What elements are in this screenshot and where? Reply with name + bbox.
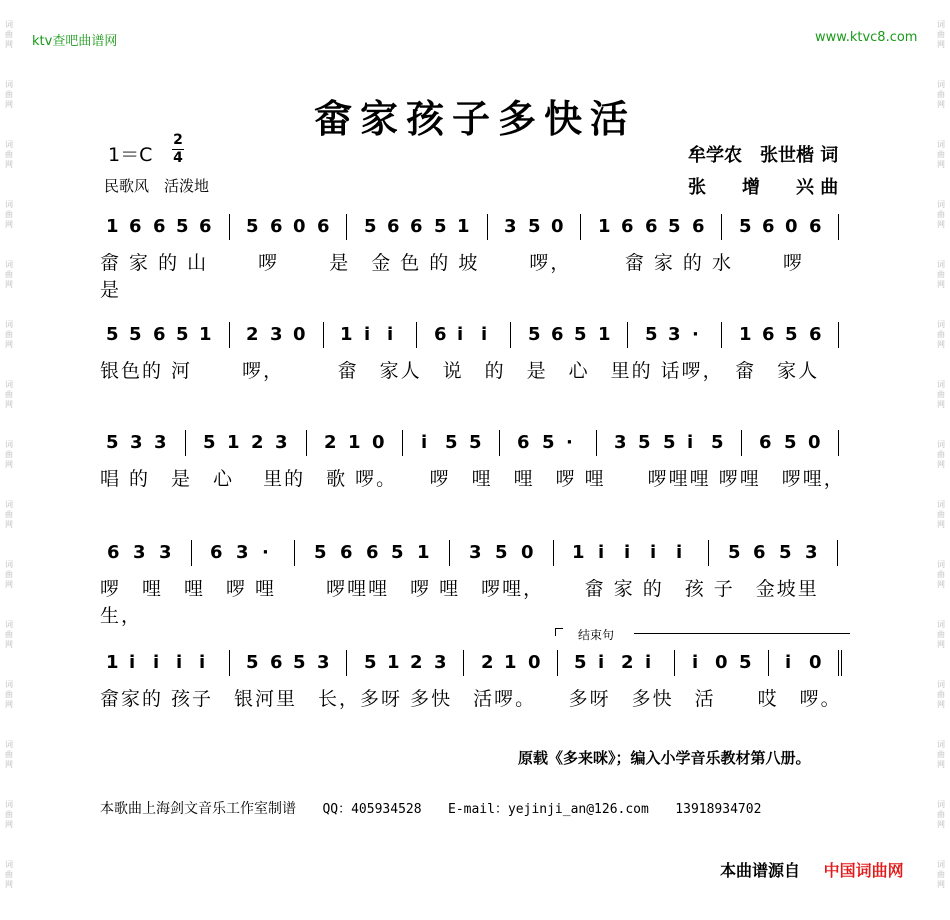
note: 6 [809, 216, 822, 237]
side-watermark-char: 词 [937, 860, 945, 869]
side-watermark-char: 曲 [937, 810, 945, 819]
barline [838, 650, 842, 676]
barline [346, 214, 347, 240]
barline [191, 540, 192, 566]
side-watermark-char: 网 [937, 700, 945, 709]
note: 5 [314, 542, 327, 563]
note: 5 [434, 216, 447, 237]
note: 6 [809, 324, 822, 345]
note: 5 [495, 542, 508, 563]
side-watermark-char: 网 [937, 220, 945, 229]
note: 5 [785, 324, 798, 345]
side-watermark-char: 曲 [5, 150, 13, 159]
barline [185, 430, 186, 456]
note: 0 [293, 216, 306, 237]
note: i [650, 542, 657, 563]
side-watermark-char: 词 [937, 440, 945, 449]
note: 0 [551, 216, 564, 237]
note: 3 [130, 432, 143, 453]
side-watermark-char: 词 [5, 140, 13, 149]
note: i [785, 652, 792, 673]
note: 6 [366, 542, 379, 563]
note: 2 [251, 432, 264, 453]
note: 5 [445, 432, 458, 453]
note: 3 [159, 542, 172, 563]
note: 5 [246, 216, 259, 237]
note: 3 [275, 432, 288, 453]
note: 6 [645, 216, 658, 237]
right-site-watermark: www.ktvc8.com [815, 30, 918, 45]
barline [838, 214, 839, 240]
side-watermark-char: 曲 [937, 390, 945, 399]
note: 5 [638, 432, 651, 453]
side-watermark-char: 网 [937, 160, 945, 169]
note: i [481, 324, 488, 345]
composer-credit: 张 增 兴 曲 [688, 177, 839, 198]
note: 0 [809, 652, 822, 673]
note: 6 [759, 432, 772, 453]
side-watermark-char: 网 [937, 460, 945, 469]
side-watermark-char: 词 [5, 500, 13, 509]
note: 1 [417, 542, 430, 563]
side-watermark-char: 网 [5, 640, 13, 649]
side-watermark-char: 网 [5, 280, 13, 289]
note: 1 [199, 324, 212, 345]
time-bottom: 4 [173, 150, 183, 166]
note: 5 [668, 216, 681, 237]
side-watermark-char: 词 [937, 260, 945, 269]
side-watermark-char: 网 [5, 160, 13, 169]
side-watermark-char: 词 [937, 680, 945, 689]
side-watermark-char: 网 [5, 220, 13, 229]
side-watermark-char: 曲 [937, 750, 945, 759]
lyricist-credit: 牟学农 张世楷 词 [688, 145, 839, 166]
barline [553, 540, 554, 566]
barline [674, 650, 675, 676]
side-watermark-char: 词 [5, 320, 13, 329]
note: 1 [572, 542, 585, 563]
side-watermark-char: 曲 [5, 630, 13, 639]
side-watermark-char: 曲 [937, 570, 945, 579]
note: 1 [598, 324, 611, 345]
note: 6 [692, 216, 705, 237]
note: 2 [481, 652, 494, 673]
side-watermark-char: 网 [937, 340, 945, 349]
note: 0 [528, 652, 541, 673]
note: 3 [469, 542, 482, 563]
side-watermark-char: 词 [5, 20, 13, 29]
side-watermark-char: 曲 [5, 750, 13, 759]
note: 6 [129, 216, 142, 237]
note: 5 [364, 216, 377, 237]
side-watermark-char: 曲 [5, 450, 13, 459]
studio-name: 本歌曲上海剑文音乐工作室制谱 [100, 801, 296, 817]
side-watermark-char: 网 [5, 520, 13, 529]
note: 5 [663, 432, 676, 453]
ending-bracket [555, 628, 563, 636]
side-watermark-char: 网 [937, 820, 945, 829]
notation-line [100, 322, 860, 352]
side-watermark-char: 词 [5, 260, 13, 269]
barline [323, 322, 324, 348]
side-watermark-char: 曲 [5, 90, 13, 99]
note: 5 [711, 432, 724, 453]
note: i [687, 432, 694, 453]
note: i [624, 542, 631, 563]
note: 6 [410, 216, 423, 237]
side-watermark-char: 曲 [5, 210, 13, 219]
note: 5 [469, 432, 482, 453]
note: 1 [340, 324, 353, 345]
lyrics-line: 畲家的 孩子 银河里 长，多呀 多快 活啰。 多呀 多快 活 哎 啰。 [100, 688, 842, 710]
side-watermark-char: 词 [937, 200, 945, 209]
barline [463, 650, 464, 676]
note: 3 [434, 652, 447, 673]
note: 0 [293, 324, 306, 345]
side-watermark-char: 曲 [937, 30, 945, 39]
note: 6 [153, 216, 166, 237]
note: 0 [785, 216, 798, 237]
note: 5 [106, 432, 119, 453]
left-site-watermark: ktv查吧曲谱网 [32, 34, 118, 49]
note: 6 [551, 324, 564, 345]
note: i [421, 432, 428, 453]
note: 3 [805, 542, 818, 563]
note: 3 [236, 542, 249, 563]
side-watermark-char: 曲 [5, 390, 13, 399]
side-watermark-char: 网 [937, 100, 945, 109]
barline [416, 322, 417, 348]
note: 1 [106, 216, 119, 237]
side-watermark-char: 词 [5, 620, 13, 629]
side-watermark-char: 词 [5, 440, 13, 449]
side-watermark-char: 曲 [937, 330, 945, 339]
song-title: 畲家孩子多快活 [313, 96, 636, 141]
note: 0 [808, 432, 821, 453]
lyrics-line: 银色的 河 啰， 畲 家人 说 的 是 心 里的 话啰， 畲 家人 [100, 360, 820, 382]
side-watermark-char: 曲 [937, 510, 945, 519]
barline [229, 214, 230, 240]
note: · [262, 542, 269, 563]
note: 2 [246, 324, 259, 345]
source-site: 中国词曲网 [823, 861, 904, 880]
note: i [676, 542, 683, 563]
studio-email: E-mail：yejinji_an@126.com [448, 802, 649, 817]
notation-line [100, 540, 860, 570]
side-watermark-char: 曲 [937, 450, 945, 459]
left-side-watermark [2, 20, 16, 920]
note: 1 [348, 432, 361, 453]
side-watermark-char: 曲 [5, 30, 13, 39]
note: 6 [107, 542, 120, 563]
barline [708, 540, 709, 566]
side-watermark-char: 网 [937, 40, 945, 49]
side-watermark-char: 词 [937, 800, 945, 809]
barline [499, 430, 500, 456]
side-watermark-char: 词 [5, 860, 13, 869]
publication-footnote: 原载《多来咪》；编入小学音乐教材第八册。 [518, 749, 811, 767]
side-watermark-char: 词 [5, 800, 13, 809]
note: 3 [504, 216, 517, 237]
note: 6 [434, 324, 447, 345]
studio-qq: QQ：405934528 [322, 802, 422, 817]
note: i [153, 652, 160, 673]
side-watermark-char: 词 [937, 20, 945, 29]
side-watermark-char: 词 [937, 560, 945, 569]
side-watermark-char: 网 [937, 520, 945, 529]
ending-label: 结束句 [578, 628, 615, 642]
side-watermark-char: 网 [937, 760, 945, 769]
note: 6 [210, 542, 223, 563]
side-watermark-char: 网 [5, 100, 13, 109]
barline [768, 650, 769, 676]
side-watermark-char: 曲 [937, 90, 945, 99]
time-signature [172, 133, 184, 166]
note: 5 [542, 432, 555, 453]
note: i [387, 324, 394, 345]
note: i [598, 542, 605, 563]
note: 2 [410, 652, 423, 673]
side-watermark-char: 词 [5, 560, 13, 569]
side-watermark-char: 网 [5, 580, 13, 589]
side-watermark-char: 曲 [5, 270, 13, 279]
note: 6 [340, 542, 353, 563]
note: 5 [176, 324, 189, 345]
note: 6 [753, 542, 766, 563]
note: 6 [762, 216, 775, 237]
note: 0 [372, 432, 385, 453]
note: 5 [528, 216, 541, 237]
source-label: 本曲谱源自 [720, 861, 801, 880]
side-watermark-char: 曲 [937, 630, 945, 639]
barline [627, 322, 628, 348]
note: · [566, 432, 573, 453]
note: 5 [528, 324, 541, 345]
note: 5 [779, 542, 792, 563]
note: 1 [457, 216, 470, 237]
note: 2 [324, 432, 337, 453]
side-watermark-char: 曲 [937, 210, 945, 219]
notation-line [100, 650, 860, 680]
note: 5 [645, 324, 658, 345]
lyrics-line: 唱 的 是 心 里的 歌 啰。 啰 哩 哩 啰 哩 啰哩哩 啰哩 啰哩， [100, 468, 845, 490]
side-watermark-char: 网 [5, 460, 13, 469]
notation-line [100, 430, 860, 460]
side-watermark-char: 曲 [5, 510, 13, 519]
side-watermark-char: 词 [5, 200, 13, 209]
barline [346, 650, 347, 676]
lyrics-line: 啰 哩 哩 啰 哩 啰哩哩 啰 哩 啰哩， 畲 家 的 孩 子 金坡里 生， [100, 578, 840, 627]
side-watermark-char: 词 [937, 740, 945, 749]
style-marking: 民歌风 活泼地 [104, 177, 210, 195]
note: 6 [270, 216, 283, 237]
note: 6 [517, 432, 530, 453]
right-side-watermark [934, 20, 948, 920]
note: 5 [293, 652, 306, 673]
note: 3 [614, 432, 627, 453]
side-watermark-char: 网 [5, 820, 13, 829]
note: i [457, 324, 464, 345]
note: 3 [317, 652, 330, 673]
side-watermark-char: 曲 [937, 690, 945, 699]
note: 3 [154, 432, 167, 453]
barline [487, 214, 488, 240]
barline [721, 214, 722, 240]
note: 6 [317, 216, 330, 237]
side-watermark-char: 网 [5, 400, 13, 409]
note: i [598, 652, 605, 673]
studio-line [100, 798, 761, 818]
side-watermark-char: 曲 [5, 690, 13, 699]
side-watermark-char: 词 [937, 380, 945, 389]
studio-phone: 13918934702 [675, 802, 762, 817]
note: 5 [574, 324, 587, 345]
side-watermark-char: 词 [937, 620, 945, 629]
note: 5 [129, 324, 142, 345]
source-line [720, 858, 904, 881]
barline [838, 430, 839, 456]
note: 3 [668, 324, 681, 345]
barline [229, 650, 230, 676]
side-watermark-char: 网 [5, 40, 13, 49]
side-watermark-char: 网 [937, 280, 945, 289]
barline [510, 322, 511, 348]
note: 5 [176, 216, 189, 237]
note: · [692, 324, 699, 345]
note: 3 [270, 324, 283, 345]
note: 1 [106, 652, 119, 673]
barline [596, 430, 597, 456]
note: 5 [739, 652, 752, 673]
notation-line [100, 214, 860, 244]
side-watermark-char: 词 [5, 80, 13, 89]
side-watermark-char: 词 [937, 500, 945, 509]
side-watermark-char: 词 [5, 740, 13, 749]
side-watermark-char: 曲 [5, 810, 13, 819]
note: 6 [387, 216, 400, 237]
note: 0 [715, 652, 728, 673]
note: 1 [387, 652, 400, 673]
side-watermark-char: 曲 [937, 270, 945, 279]
note: 5 [203, 432, 216, 453]
note: 5 [106, 324, 119, 345]
barline [557, 650, 558, 676]
note: i [645, 652, 652, 673]
note: i [692, 652, 699, 673]
side-watermark-char: 词 [937, 140, 945, 149]
barline [837, 540, 838, 566]
lyrics-line: 畲 家 的 山 啰 是 金 色 的 坡 啰， 畲 家 的 水 啰 是 [100, 252, 855, 301]
note: 6 [621, 216, 634, 237]
side-watermark-char: 网 [5, 880, 13, 889]
note: 1 [504, 652, 517, 673]
barline [294, 540, 295, 566]
note: i [129, 652, 136, 673]
time-top: 2 [173, 132, 183, 148]
barline [229, 322, 230, 348]
barline [580, 214, 581, 240]
note: 3 [133, 542, 146, 563]
side-watermark-char: 词 [5, 380, 13, 389]
note: 1 [227, 432, 240, 453]
note: 6 [153, 324, 166, 345]
side-watermark-char: 曲 [5, 870, 13, 879]
note: 5 [784, 432, 797, 453]
credits [688, 140, 838, 204]
barline [449, 540, 450, 566]
side-watermark-char: 词 [937, 80, 945, 89]
note: 5 [728, 542, 741, 563]
side-watermark-char: 曲 [937, 150, 945, 159]
note: 1 [739, 324, 752, 345]
note: 1 [598, 216, 611, 237]
side-watermark-char: 曲 [937, 870, 945, 879]
barline [306, 430, 307, 456]
note: 5 [364, 652, 377, 673]
note: 0 [521, 542, 534, 563]
side-watermark-char: 曲 [5, 570, 13, 579]
side-watermark-char: 曲 [5, 330, 13, 339]
note: 5 [574, 652, 587, 673]
note: i [176, 652, 183, 673]
side-watermark-char: 网 [937, 580, 945, 589]
barline [402, 430, 403, 456]
note: 5 [739, 216, 752, 237]
side-watermark-char: 网 [5, 700, 13, 709]
barline [741, 430, 742, 456]
note: 2 [621, 652, 634, 673]
note: 6 [199, 216, 212, 237]
side-watermark-char: 网 [937, 880, 945, 889]
note: 5 [391, 542, 404, 563]
note: i [364, 324, 371, 345]
note: 5 [246, 652, 259, 673]
note: 6 [762, 324, 775, 345]
key-signature: 1＝C [108, 144, 153, 166]
note: 6 [270, 652, 283, 673]
note: i [199, 652, 206, 673]
side-watermark-char: 网 [5, 340, 13, 349]
side-watermark-char: 网 [5, 760, 13, 769]
side-watermark-char: 网 [937, 400, 945, 409]
barline [838, 322, 839, 348]
side-watermark-char: 词 [5, 680, 13, 689]
side-watermark-char: 词 [937, 320, 945, 329]
side-watermark-char: 网 [937, 640, 945, 649]
ending-line [634, 633, 850, 634]
barline [721, 322, 722, 348]
